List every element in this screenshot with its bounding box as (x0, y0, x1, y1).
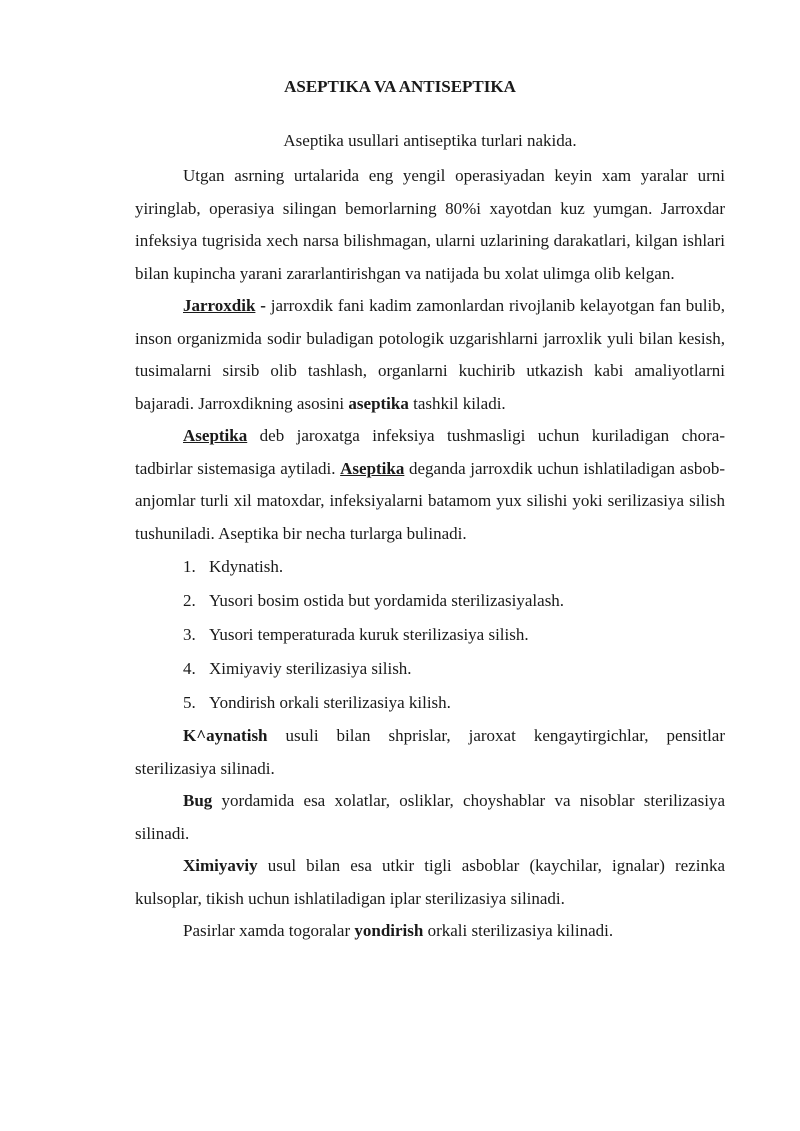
paragraph-intro: Utgan asrning urtalarida eng yengil operasiyadan keyin xam yaralar urni yiringlab, operasiya silingan bemorlarning 80%i xayotdan kuz yumgan. Jarroxdar infeksiya tugrisida xech narsa bilishmagan, ularni uzlarining darakatlari, kilgan ishlari bilan kupincha yarani zararlantirishgan va natijada bu xolat ulimga olib kelgan. (135, 166, 725, 283)
subtitle: Aseptika usullari antiseptika turlari nakida. (283, 131, 577, 150)
list-text: Kdynatish. (209, 557, 284, 576)
term-dash: - (255, 296, 271, 315)
paragraph-text: usul bilan esa utkir tigli asboblar (kaychilar, ignalar) rezinka kulsoplar, tikish uchun ishlatiladigan iplar sterilizasiya silinadi. (135, 856, 725, 908)
list-number: 3. (183, 625, 196, 644)
paragraph-ximiyaviy (135, 850, 725, 915)
sterilization-list (135, 550, 725, 720)
paragraph-jarroxdik (135, 290, 725, 420)
list-number: 5. (183, 693, 196, 712)
paragraph-text: tashkil kiladi. (408, 393, 506, 413)
document-body (135, 160, 725, 948)
paragraph-text: usuli bilan shprislar, jaroxat kengaytirgichlar, pensitlar sterilizasiya silinadi. (135, 726, 725, 778)
list-item (135, 652, 725, 686)
list-text: Yusori temperaturada kuruk sterilizasiya silish. (209, 625, 529, 644)
paragraph-aseptika (135, 420, 725, 550)
paragraph-text: deganda jarroxdik uchun ishlatiladigan asbob-anjomlar turli xil matoxdar, infeksiyalarni batamom yux silishi yoki serilizasiya silish tushuniladi. Aseptika bir necha turlarga bulinadi. (135, 458, 725, 543)
paragraph-yondirish (135, 915, 725, 948)
paragraph-text: Pasirlar xamda togoralar (183, 921, 355, 940)
page-title: ASEPTIKA VA ANTISEPTIKA (284, 77, 516, 96)
list-item (135, 686, 725, 720)
list-number: 1. (183, 557, 196, 576)
list-item (135, 550, 725, 584)
term-aseptika: Aseptika (340, 458, 405, 478)
paragraph-text: orkali sterilizasiya kilinadi. (423, 921, 614, 940)
list-text: Ximiyaviy sterilizasiya silish. (209, 659, 412, 678)
paragraph-text: jarroxdik fani kadim zamonlardan rivojlanib kelayotgan fan bulib, inson organizmida sodir buladigan potologik uzgarishlarni jarroxlik yuli bilan kesish, tusimalarni sirsib olib tashlash, organlarni kuchirib utkazish kabi amaliyotlarni bajaradi. Jarroxdikning asosini (135, 296, 726, 413)
bold-term: yondirish (354, 921, 424, 940)
paragraph-kaynatish (135, 720, 725, 785)
term-aseptika: Aseptika (183, 426, 248, 445)
list-text: Yondirish orkali sterilizasiya kilish. (209, 693, 451, 712)
list-item (135, 584, 725, 618)
bold-term: Ximiyaviy (183, 856, 258, 875)
list-number: 2. (183, 591, 196, 610)
list-number: 4. (183, 659, 196, 678)
bold-term: K^aynatish (183, 726, 268, 745)
paragraph-bug (135, 785, 725, 850)
term-jarroxdik: Jarroxdik (183, 296, 256, 315)
paragraph-text: yordamida esa xolatlar, osliklar, choyshablar va nisoblar sterilizasiya silinadi. (135, 791, 725, 843)
bold-term: aseptika (348, 393, 409, 413)
bold-term: Bug (183, 791, 213, 810)
list-text: Yusori bosim ostida but yordamida sterilizasiyalash. (209, 591, 565, 610)
paragraph-text: deb jaroxatga infeksiya tushmasligi uchun kuriladigan chora-tadbirlar sistemasiga aytiladi. (135, 426, 725, 478)
list-item (135, 618, 725, 652)
